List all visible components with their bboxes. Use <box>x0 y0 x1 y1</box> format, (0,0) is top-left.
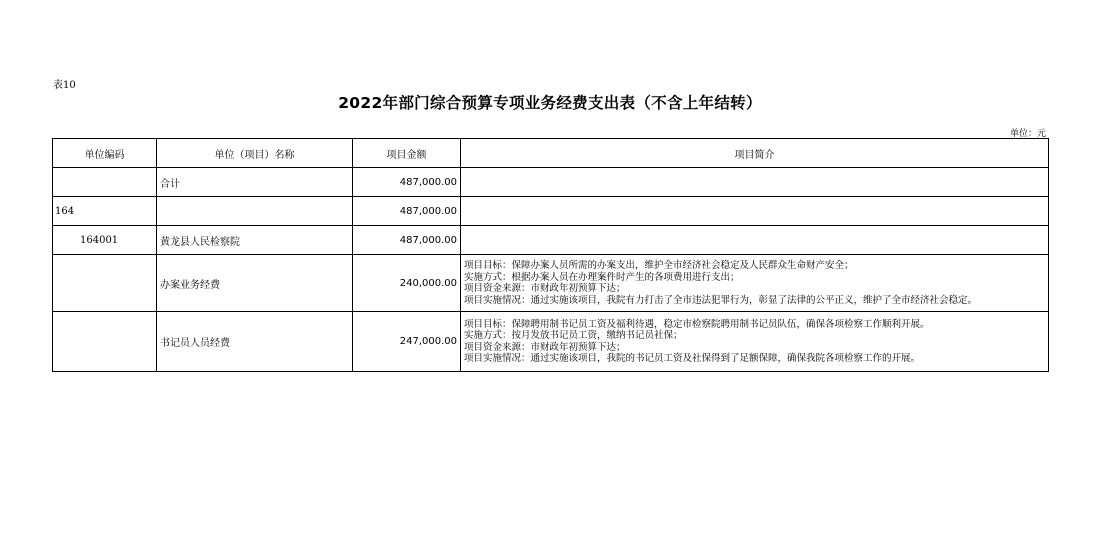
header-intro: 项目简介 <box>461 139 1049 168</box>
row-name: 合计 <box>157 168 353 197</box>
row-intro <box>461 226 1049 255</box>
table-row <box>53 168 1049 197</box>
row-code: 164 <box>53 197 157 226</box>
row-name: 办案业务经费 <box>157 255 353 312</box>
row-name <box>157 197 353 226</box>
row-name: 书记员人员经费 <box>157 312 353 372</box>
row-intro <box>461 255 1049 312</box>
intro-line: 项目实施情况：通过实施该项目，我院的书记员工资及社保得到了足额保障，确保我院各项检察工作的开展。 <box>464 353 921 364</box>
row-code: 164001 <box>53 226 157 255</box>
intro-line: 项目资金来源：市财政年初预算下达； <box>464 341 626 353</box>
row-amount: 487,000.00 <box>353 168 461 197</box>
header-amount: 项目金额 <box>353 139 461 168</box>
row-name: 黄龙县人民检察院 <box>157 226 353 255</box>
intro-line: 项目资金来源：市财政年初预算下达； <box>464 283 626 294</box>
intro-line: 实施方式：根据办案人员在办理案件时产生的各项费用进行支出； <box>464 271 740 283</box>
row-code <box>53 312 157 372</box>
row-intro <box>461 197 1049 226</box>
unit-label: 单位：元 <box>1009 129 1046 139</box>
intro-line: 项目目标：保障聘用制书记员工资及福利待遇，稳定市检察院聘用制书记员队伍，确保各项检察工作顺利开展。 <box>464 318 930 330</box>
row-amount: 247,000.00 <box>353 312 461 372</box>
row-amount: 487,000.00 <box>353 226 461 255</box>
page-title: 2022年部门综合预算专项业务经费支出表（不含上年结转） <box>338 94 762 112</box>
intro-line: 项目目标：保障办案人员所需的办案支出，维护全市经济社会稳定及人民群众生命财产安全； <box>464 260 854 271</box>
table-row <box>53 226 1049 255</box>
row-intro <box>461 312 1049 372</box>
budget-table <box>52 138 1049 372</box>
row-amount: 487,000.00 <box>353 197 461 226</box>
table-header-row <box>53 139 1049 168</box>
intro-line: 实施方式：按月发放书记员工资，缴纳书记员社保； <box>464 330 683 341</box>
table-row <box>53 255 1049 312</box>
intro-line: 项目实施情况：通过实施该项目，我院有力打击了全市违法犯罪行为，彰显了法律的公平正义，维护了全市经济社会稳定。 <box>464 294 978 306</box>
header-code: 单位编码 <box>53 139 157 168</box>
row-intro <box>461 168 1049 197</box>
table-number: 表10 <box>53 80 76 91</box>
table-row <box>53 312 1049 372</box>
header-name: 单位（项目）名称 <box>157 139 353 168</box>
row-amount: 240,000.00 <box>353 255 461 312</box>
row-code <box>53 168 157 197</box>
row-code <box>53 255 157 312</box>
table-row <box>53 197 1049 226</box>
